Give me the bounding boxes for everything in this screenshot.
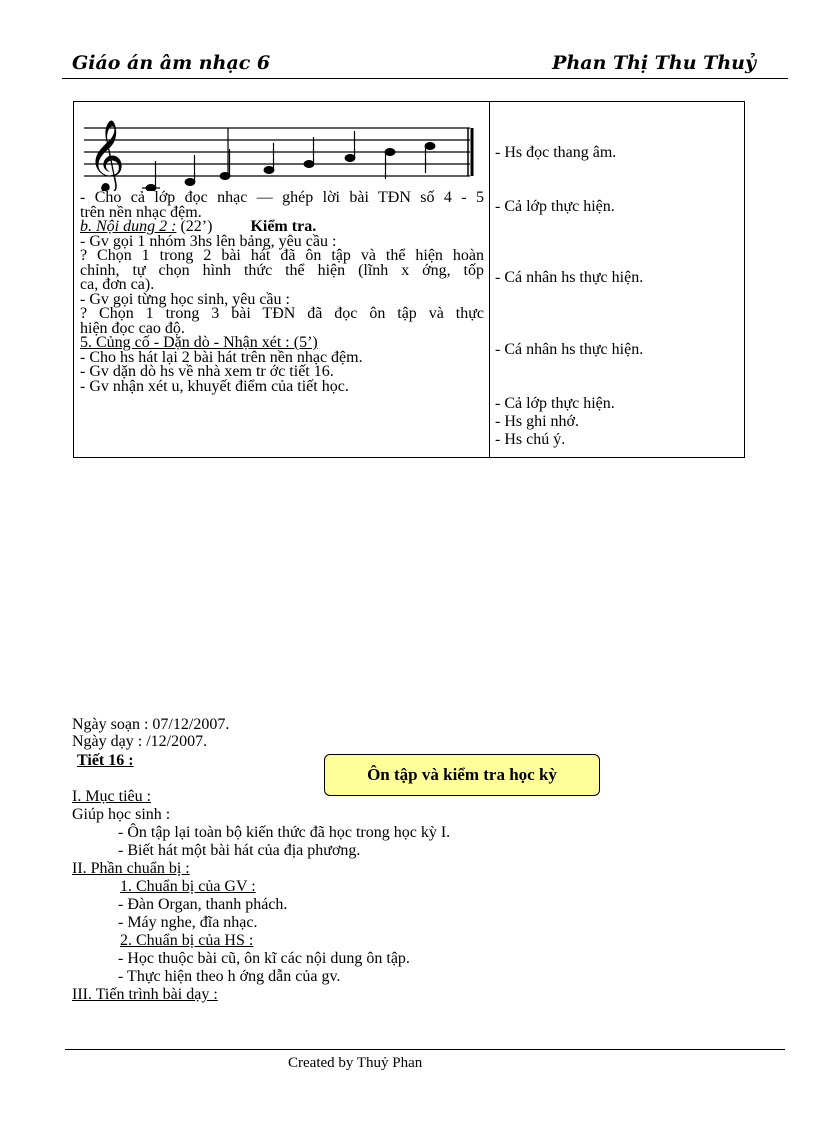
lesson-plan-body	[72, 788, 450, 1004]
music-staff	[82, 106, 482, 191]
section-title: Kiểm tra.	[250, 218, 317, 235]
section-heading-5: 5. Củng cố - Dặn dò - Nhận xét : (5’)	[80, 334, 318, 351]
text-line: - Gv dặn dò hs về nhà xem tr ớc tiết 16.	[80, 363, 334, 380]
prep-item: - Thực hiện theo h ớng dẫn của gv.	[118, 968, 341, 985]
section-label: b. Nội dung 2 :	[80, 218, 177, 235]
right-note: - Hs ghi nhớ.	[495, 413, 580, 430]
treble-clef-icon: 𝄞	[88, 118, 125, 191]
lesson-title: Ôn tập và kiểm tra học kỳ	[367, 765, 557, 784]
table-column-divider	[489, 102, 490, 457]
right-note: - Cá nhân hs thực hiện.	[495, 341, 644, 358]
teach-date: Ngày dạy : /12/2007.	[72, 733, 208, 750]
text-line: trên nền nhạc đệm.	[80, 203, 202, 221]
text-line: chỉnh, tự chọn hình thức thể hiện (lĩnh x ớng, tốp	[80, 261, 484, 279]
right-note: - Cả lớp thực hiện.	[495, 198, 615, 215]
text-line: - Gv nhận xét u, khuyết điểm của tiết học.	[80, 377, 349, 395]
text-line: ? Chọn 1 trong 3 bài TĐN đã đọc ôn tập và thực	[80, 305, 484, 322]
prep-date: Ngày soạn : 07/12/2007.	[72, 716, 230, 733]
header-rule	[62, 78, 788, 79]
header-subject: Giáo án âm nhạc 6	[72, 52, 271, 74]
text-line: ca, đơn ca).	[80, 276, 155, 293]
section-heading-objectives: I. Mục tiêu :	[72, 788, 152, 805]
header-author: Phan Thị Thu Thuỷ	[552, 52, 756, 74]
subsection-heading-teacher: 1. Chuẩn bị của GV :	[120, 878, 256, 895]
prep-item: - Học thuộc bài cũ, ôn kĩ các nội dung ôn tập.	[118, 950, 410, 967]
text-line: hiện đọc cao độ.	[80, 319, 185, 337]
right-note: - Cá nhân hs thực hiện.	[495, 269, 644, 286]
prep-item: - Đàn Organ, thanh phách.	[118, 896, 288, 913]
objective-item: - Biết hát một bài hát của địa phương.	[118, 842, 361, 859]
section-heading-procedure: III. Tiến trình bài dạy :	[72, 986, 218, 1003]
right-note: - Cả lớp thực hiện.	[495, 395, 615, 412]
section-duration: (22’)	[180, 218, 213, 235]
text-line: Giúp học sinh :	[72, 806, 171, 823]
subsection-heading-student: 2. Chuẩn bị của HS :	[120, 932, 254, 949]
text-line: - Cho cả lớp đọc nhạc — ghép lời bài TĐN số 4 - 5	[80, 189, 484, 206]
footer-credit: Created by Thuỷ Phan	[288, 1055, 423, 1071]
text-line: - Gv gọi từng học sinh, yêu cầu :	[80, 290, 290, 308]
text-line: - Cho hs hát lại 2 bài hát trên nền nhạc đệm.	[80, 348, 363, 366]
section-heading-preparation: II. Phần chuẩn bị :	[72, 860, 190, 877]
text-line: - Gv gọi 1 nhóm 3hs lên bảng, yêu cầu :	[80, 232, 337, 250]
table-left-column	[80, 191, 484, 394]
lesson-dates	[72, 716, 229, 750]
prep-item: - Máy nghe, đĩa nhạc.	[118, 914, 258, 931]
text-line: ? Chọn 1 trong 2 bài hát đã ôn tập và thể hiện hoàn	[80, 247, 484, 264]
lesson-number: Tiết 16 :	[77, 752, 134, 769]
objective-item: - Ôn tập lại toàn bộ kiến thức đã học trong học kỳ I.	[118, 824, 451, 841]
lesson-table	[73, 101, 745, 458]
footer-rule	[65, 1049, 785, 1050]
right-note: - Hs đọc thang âm.	[495, 144, 617, 161]
right-note: - Hs chú ý.	[495, 431, 566, 448]
